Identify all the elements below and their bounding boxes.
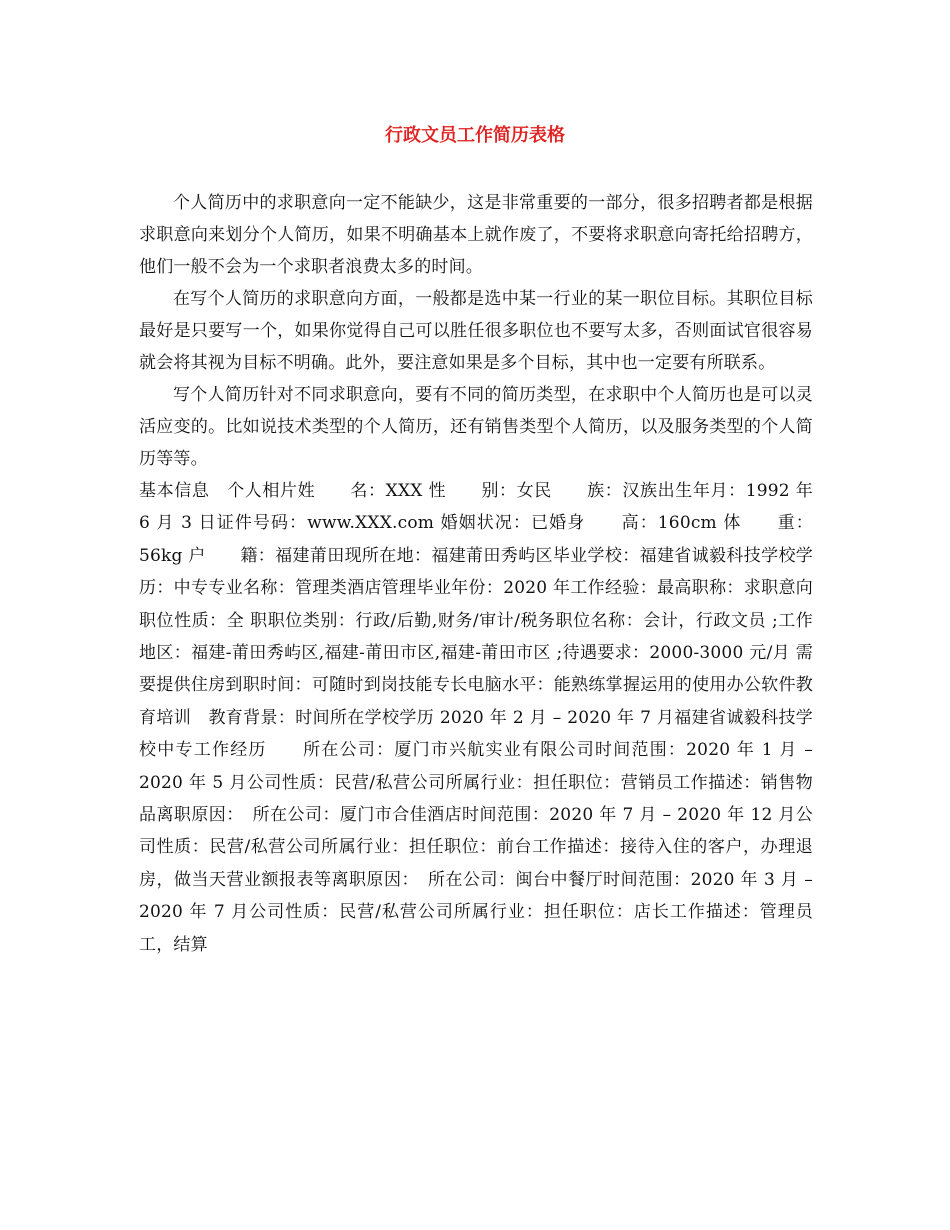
resume-details: 基本信息 个人相片姓 名：XXX 性 别：女民 族：汉族出生年月：1992 年 6 月 3 日证件号码：www.XXX.com 婚姻状况：已婚身 高：160cm 体 重：56kg 户 籍：福建莆田现所在地：福建莆田秀屿区毕业学校：福建省诚毅科技学校学 历：中专专业名称：管理类酒店管理毕业年份：2020 年工作经验：最高职称：求职意向 职位性质：全 职职位类别：行政/后勤,财务/审计/税务职位名称：会计，行政文员 ;工作地区：福建-莆田秀屿区,福建-莆田市区,福建-莆田市区 ;待遇要求：2000-3000 元/月 需要提供住房到职时间：可随时到岗技能专长电脑水平：能熟练掌握运用的使用办公软件教育培训 教育背景：时间所在学校学历 2020 年 2 月 – 2020 年 7 月福建省诚毅科技学校中专工作经历 所在公司：厦门市兴航实业有限公司时间范围：2020 年 1 月 – 2020 年 5 月公司性质：民营/私营公司所属行业：担任职位：营销员工作描述：销售物品离职原因： 所在公司：厦门市合佳酒店时间范围：2020 年 7 月 – 2020 年 12 月公司性质：民营/私营公司所属行业：担任职位：前台工作描述：接待入住的客户，办理退房，做当天营业额报表等离职原因： 所在公司：闽台中餐厅时间范围：2020 年 3 月 – 2020 年 7 月公司性质：民营/私营公司所属行业：担任职位：店长工作描述：管理员工，结算 [139,481,848,955]
paragraph-job-target: 在写个人简历的求职意向方面，一般都是选中某一行业的某一职位目标。其职位目标最好是只要写一个，如果你觉得自己可以胜任很多职位也不要写太多，否则面试官很容易就会将其视为目标不明确。此外，要注意如果是多个目标，其中也一定要有所联系。 [139,289,813,373]
document-title: 行政文员工作简历表格 [385,125,565,146]
paragraph-resume-types: 写个人简历针对不同求职意向，要有不同的简历类型，在求职中个人简历也是可以灵活应变的。比如说技术类型的个人简历，还有销售类型个人简历，以及服务类型的个人简历等等。 [139,385,813,469]
paragraph-job-intention-importance: 个人简历中的求职意向一定不能缺少，这是非常重要的一部分，很多招聘者都是根据求职意向来划分个人简历，如果不明确基本上就作废了，不要将求职意向寄托给招聘方，他们一般不会为一个求职者浪费太多的时间。 [139,193,813,277]
document-body [139,187,848,961]
